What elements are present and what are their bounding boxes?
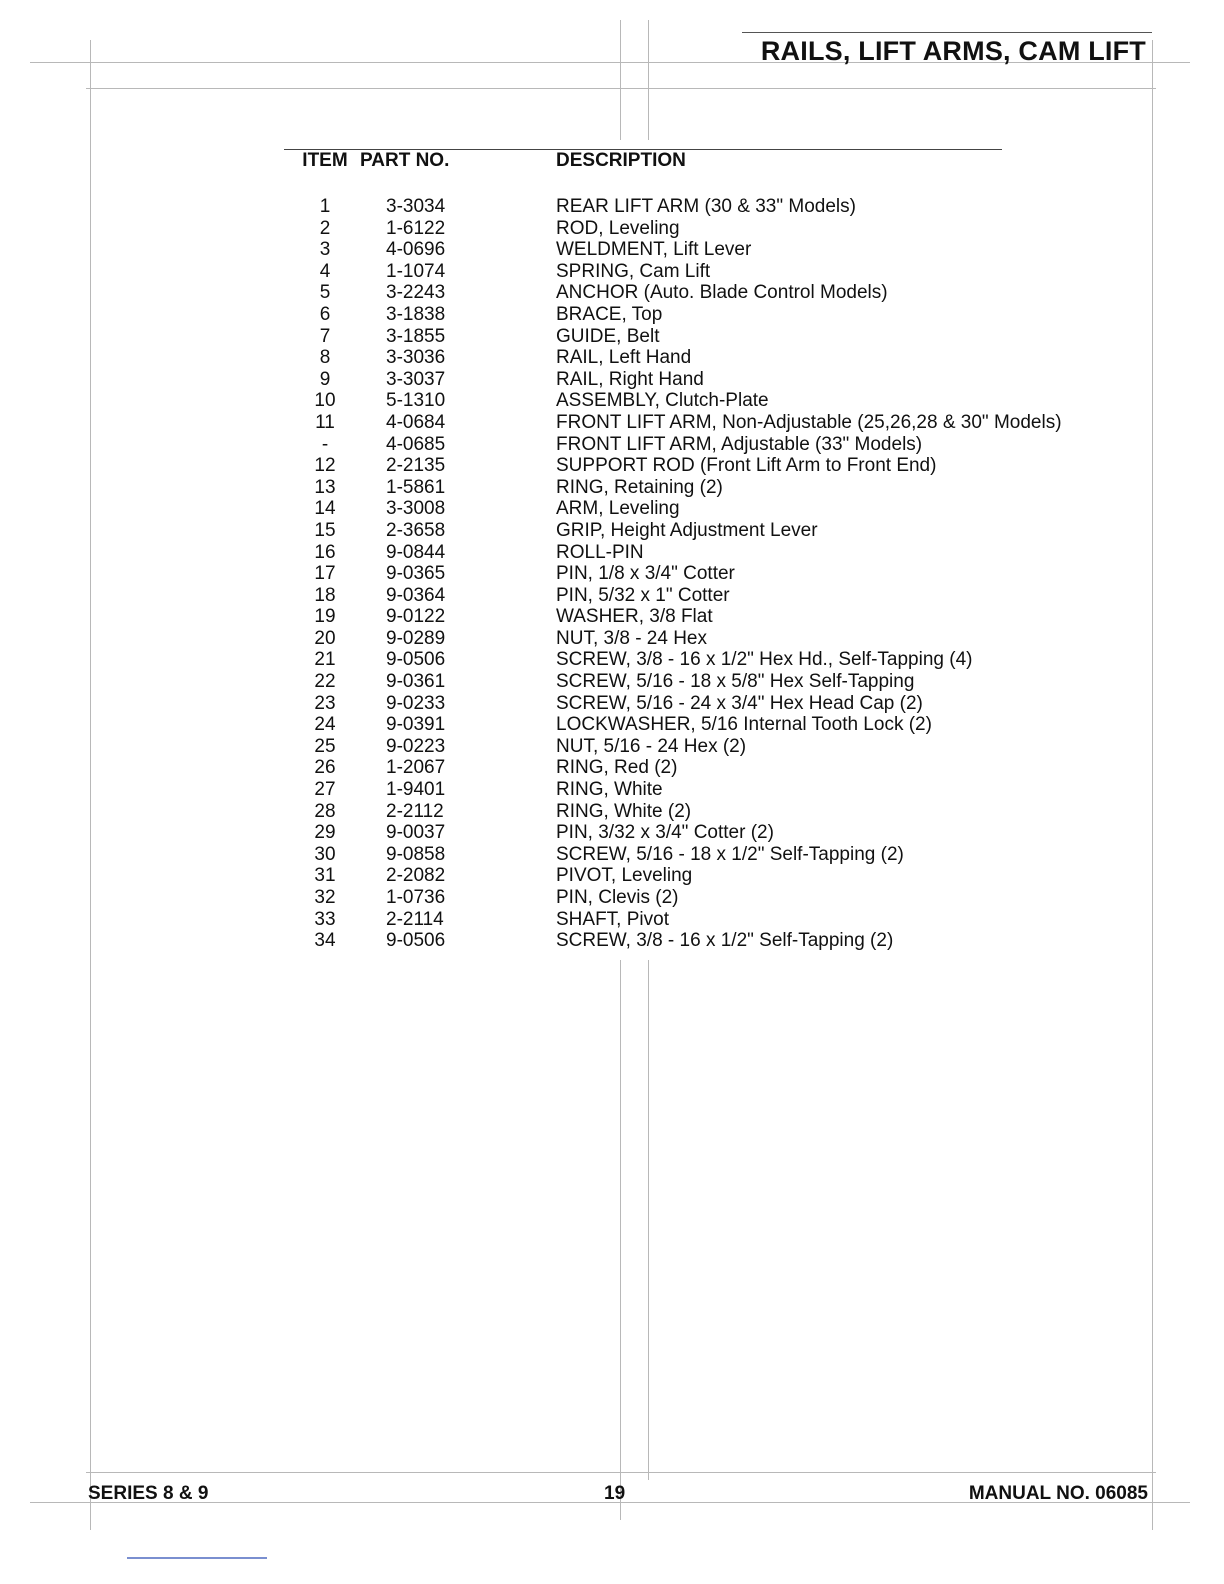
description-cell: SCREW, 3/8 - 16 x 1/2" Hex Hd., Self-Tapping (4) — [556, 649, 973, 671]
item-number-cell: 11 — [315, 411, 335, 433]
table-row — [290, 649, 1062, 671]
item-number-cell: 2 — [319, 217, 331, 239]
description-cell: FRONT LIFT ARM, Non-Adjustable (25,26,28 & 30" Models) — [556, 411, 1062, 433]
item-number-cell: 18 — [314, 584, 336, 606]
part-number-cell: 4-0696 — [386, 239, 446, 261]
part-number-cell: 9-0506 — [386, 649, 446, 671]
item-number-cell: 28 — [314, 800, 336, 822]
table-row — [290, 412, 1062, 434]
item-number-cell: 20 — [314, 627, 336, 649]
item-number-cell: 5 — [319, 282, 331, 304]
part-number-cell: 9-0037 — [386, 822, 446, 844]
table-row — [290, 434, 1062, 456]
part-number-cell: 2-2135 — [386, 455, 446, 477]
part-number-cell: 9-0361 — [386, 671, 446, 693]
description-cell: FRONT LIFT ARM, Adjustable (33" Models) — [556, 433, 923, 455]
part-number-cell: 4-0684 — [386, 411, 446, 433]
table-row — [290, 347, 1062, 369]
table-row — [290, 714, 1062, 736]
item-number-cell: 4 — [319, 260, 331, 282]
description-cell: NUT, 3/8 - 24 Hex — [556, 627, 707, 649]
table-row — [290, 390, 1062, 412]
part-number-cell: 9-0223 — [386, 735, 446, 757]
table-row — [290, 736, 1062, 758]
parts-list-body — [290, 196, 1062, 952]
description-cell: RAIL, Right Hand — [556, 368, 704, 390]
table-row — [290, 326, 1062, 348]
table-row — [290, 909, 1062, 931]
part-number-cell: 9-0364 — [386, 584, 446, 606]
description-cell: SPRING, Cam Lift — [556, 260, 711, 282]
description-cell: SHAFT, Pivot — [556, 908, 669, 930]
table-row — [290, 282, 1062, 304]
item-number-cell: 26 — [314, 757, 336, 779]
footer-rule — [86, 1472, 1156, 1473]
center-fold-line-d — [648, 960, 649, 1480]
description-cell: GRIP, Height Adjustment Lever — [556, 519, 818, 541]
part-number-cell: 9-0391 — [386, 714, 446, 736]
part-number-cell: 4-0685 — [386, 433, 446, 455]
item-number-cell: 17 — [314, 563, 336, 585]
item-number-cell: 8 — [319, 347, 331, 369]
part-number-cell: 9-0122 — [386, 606, 446, 628]
description-cell: BRACE, Top — [556, 303, 663, 325]
table-row — [290, 671, 1062, 693]
part-number-cell: 2-2082 — [386, 865, 446, 887]
part-number-cell: 2-2112 — [386, 800, 444, 822]
description-cell: WASHER, 3/8 Flat — [556, 606, 713, 628]
table-row — [290, 455, 1062, 477]
item-number-cell: 34 — [314, 930, 336, 952]
item-number-cell: 32 — [314, 887, 336, 908]
description-cell: SCREW, 5/16 - 18 x 1/2" Self-Tapping (2) — [556, 843, 904, 865]
table-row — [290, 628, 1062, 650]
table-row — [290, 542, 1062, 564]
part-number-cell: 1-9401 — [386, 779, 446, 801]
description-cell: ROLL-PIN — [556, 541, 644, 563]
item-number-cell: 24 — [314, 714, 336, 736]
footer-series: SERIES 8 & 9 — [88, 1483, 209, 1504]
part-number-cell: 9-0289 — [386, 627, 446, 649]
table-row — [290, 369, 1062, 391]
part-number-cell: 3-2243 — [386, 282, 446, 304]
description-cell: GUIDE, Belt — [556, 325, 660, 347]
parts-list-table — [290, 150, 1062, 952]
table-row — [290, 196, 1062, 218]
part-number-cell: 3-1838 — [386, 303, 446, 325]
part-number-cell: 9-0506 — [386, 930, 446, 952]
page-number: 19 — [604, 1483, 626, 1504]
item-number-cell: 15 — [314, 519, 336, 541]
table-row — [290, 218, 1062, 240]
table-row — [290, 801, 1062, 823]
column-header-part-no: PART NO. — [360, 150, 450, 171]
item-number-cell: 16 — [314, 541, 336, 563]
table-row — [290, 844, 1062, 866]
description-cell: REAR LIFT ARM (30 & 33" Models) — [556, 196, 856, 217]
table-row — [290, 239, 1062, 261]
part-number-cell: 2-2114 — [386, 908, 444, 930]
item-number-cell: 13 — [314, 476, 336, 498]
center-fold-line-c — [620, 960, 621, 1520]
description-cell: PIN, 3/32 x 3/4" Cotter (2) — [556, 822, 774, 844]
part-number-cell: 9-0233 — [386, 692, 446, 714]
description-cell: SCREW, 5/16 - 24 x 3/4" Hex Head Cap (2) — [556, 692, 923, 714]
table-row — [290, 693, 1062, 715]
part-number-cell: 3-3037 — [386, 368, 446, 390]
description-cell: RAIL, Left Hand — [556, 347, 692, 369]
item-number-cell: 31 — [314, 865, 336, 887]
part-number-cell: 3-3034 — [386, 196, 446, 217]
column-header-item: ITEM — [302, 150, 348, 171]
table-row — [290, 261, 1062, 283]
description-cell: ROD, Leveling — [556, 217, 680, 239]
item-number-cell: 10 — [314, 390, 336, 412]
center-fold-line-a — [620, 20, 621, 140]
table-row — [290, 865, 1062, 887]
description-cell: ARM, Leveling — [556, 498, 680, 520]
page-title: RAILS, LIFT ARMS, CAM LIFT — [760, 36, 1146, 66]
manual-number: MANUAL NO. 06085 — [968, 1483, 1148, 1504]
description-cell: RING, Red (2) — [556, 757, 678, 779]
description-cell: NUT, 5/16 - 24 Hex (2) — [556, 735, 747, 757]
item-number-cell: 7 — [319, 325, 331, 347]
item-number-cell: 9 — [319, 368, 331, 390]
part-number-cell: 1-5861 — [386, 476, 446, 498]
table-row — [290, 585, 1062, 607]
part-number-cell: 1-1074 — [386, 260, 446, 282]
item-number-cell: 3 — [319, 239, 331, 261]
part-number-cell: 9-0844 — [386, 541, 446, 563]
description-cell: ANCHOR (Auto. Blade Control Models) — [556, 282, 888, 304]
table-row — [290, 520, 1062, 542]
table-row — [290, 563, 1062, 585]
description-cell: PIN, 1/8 x 3/4" Cotter — [556, 563, 735, 585]
item-number-cell: 25 — [314, 735, 336, 757]
table-row — [290, 887, 1062, 909]
part-number-cell: 3-3036 — [386, 347, 446, 369]
description-cell: PIN, Clevis (2) — [556, 887, 679, 908]
column-header-description: DESCRIPTION — [556, 150, 686, 171]
header-rule — [86, 88, 1156, 89]
item-number-cell: 23 — [314, 692, 336, 714]
description-cell: RING, White — [556, 779, 663, 801]
part-number-cell: 1-0736 — [386, 887, 446, 908]
part-number-cell: 9-0365 — [386, 563, 446, 585]
item-number-cell: 29 — [314, 822, 336, 844]
description-cell: PIVOT, Leveling — [556, 865, 693, 887]
part-number-cell: 3-1855 — [386, 325, 446, 347]
description-cell: SCREW, 5/16 - 18 x 5/8" Hex Self-Tapping — [556, 671, 915, 693]
item-number-cell: 27 — [314, 779, 336, 801]
left-margin-line — [90, 40, 91, 1530]
center-fold-line-b — [648, 20, 649, 140]
table-row — [290, 304, 1062, 326]
part-number-cell: 1-6122 — [386, 217, 446, 239]
table-row — [290, 498, 1062, 520]
table-row — [290, 930, 1062, 952]
description-cell: SUPPORT ROD (Front Lift Arm to Front End) — [556, 455, 937, 477]
item-number-cell: 19 — [314, 606, 336, 628]
description-cell: ASSEMBLY, Clutch-Plate — [556, 390, 769, 412]
table-row — [290, 822, 1062, 844]
item-number-cell: 12 — [314, 455, 336, 477]
part-number-cell: 5-1310 — [386, 390, 446, 412]
item-number-cell: 22 — [314, 671, 336, 693]
part-number-cell: 9-0858 — [386, 843, 446, 865]
table-row — [290, 477, 1062, 499]
description-cell: LOCKWASHER, 5/16 Internal Tooth Lock (2) — [556, 714, 932, 736]
part-number-cell: 3-3008 — [386, 498, 446, 520]
description-cell: SCREW, 3/8 - 16 x 1/2" Self-Tapping (2) — [556, 930, 894, 952]
title-overline — [742, 32, 1152, 33]
table-row — [290, 779, 1062, 801]
right-margin-line — [1152, 40, 1153, 1530]
item-number-cell: - — [321, 433, 329, 455]
item-number-cell: 21 — [314, 649, 336, 671]
table-row — [290, 757, 1062, 779]
item-number-cell: 30 — [314, 843, 336, 865]
item-number-cell: 33 — [314, 908, 336, 930]
description-cell: RING, Retaining (2) — [556, 476, 723, 498]
item-number-cell: 6 — [319, 303, 331, 325]
scan-mark — [127, 1557, 267, 1559]
table-row — [290, 606, 1062, 628]
description-cell: WELDMENT, Lift Lever — [556, 239, 752, 261]
part-number-cell: 2-3658 — [386, 519, 446, 541]
item-number-cell: 1 — [319, 196, 331, 217]
description-cell: RING, White (2) — [556, 800, 692, 822]
item-number-cell: 14 — [314, 498, 336, 520]
table-header-row — [290, 150, 1062, 196]
description-cell: PIN, 5/32 x 1" Cotter — [556, 584, 730, 606]
part-number-cell: 1-2067 — [386, 757, 446, 779]
